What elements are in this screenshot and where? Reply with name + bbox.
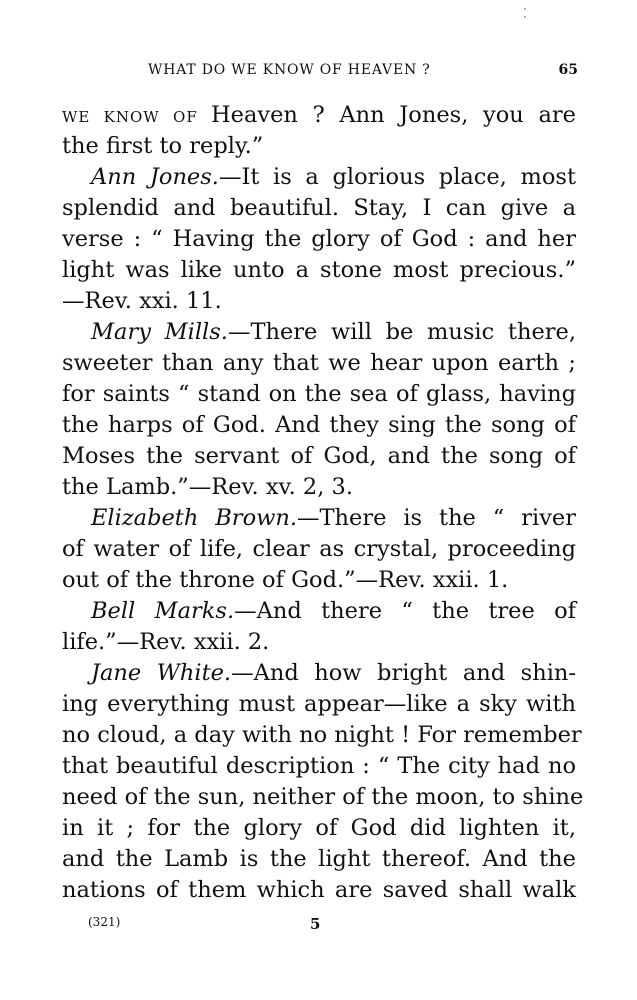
line-text: —There is the “ river	[297, 505, 576, 531]
text-line	[62, 782, 584, 813]
text-line	[62, 100, 576, 131]
speck	[524, 16, 526, 18]
line-text: splendid and beautiful. Stay, I can give a	[62, 195, 576, 221]
line-text: Ann Jones, you are	[324, 102, 576, 128]
line-text: and the Lamb is the light thereof. And the	[62, 846, 576, 872]
line-text: —And how bright and shin-	[231, 660, 576, 686]
line-text: verse : “ Having the glory of God : and her	[62, 226, 576, 252]
line-text: light was like unto a stone most precious.”	[62, 257, 576, 283]
text-line	[62, 379, 576, 410]
speck	[524, 8, 526, 10]
text-line	[62, 410, 576, 441]
line-text: nations of them which are saved shall walk	[62, 877, 576, 903]
text-line	[62, 317, 576, 348]
speaker-name: Ann Jones.	[91, 164, 219, 190]
speaker-name: Mary Mills.	[91, 319, 228, 345]
text-line	[62, 596, 576, 627]
text-line	[62, 472, 576, 503]
line-text: the harps of God. And they sing the song of	[62, 412, 576, 438]
speaker-name: Elizabeth Brown.	[91, 505, 298, 531]
text-line	[62, 224, 576, 255]
line-text: —And there “ the tree of	[234, 598, 576, 624]
line-text: WE KNOW OF	[62, 108, 212, 126]
page-number: 65	[558, 62, 578, 78]
text-line	[62, 193, 576, 224]
text-line	[62, 131, 576, 162]
signature-number: (321)	[88, 915, 121, 929]
line-text: —Rev. xxi. 11.	[62, 288, 222, 314]
line-text: out of the throne of God.”—Rev. xxii. 1.	[62, 567, 509, 593]
signature-mark: 5	[310, 915, 321, 933]
text-line	[62, 162, 576, 193]
line-text: the first to reply.”	[62, 133, 264, 159]
text-line	[62, 565, 576, 596]
text-line	[62, 875, 576, 906]
line-text: —It is a glorious place, most	[218, 164, 576, 190]
text-line	[62, 751, 576, 782]
page-footer	[0, 915, 637, 935]
line-text: need of the sun, neither of the moon, to shine	[62, 784, 584, 810]
text-line	[62, 503, 576, 534]
speaker-name: Jane White.	[91, 660, 232, 686]
text-line	[62, 441, 576, 472]
running-header	[148, 62, 578, 84]
text-line	[62, 720, 582, 751]
line-text: that beautiful description : “ The city had no	[62, 753, 576, 779]
text-line	[62, 844, 576, 875]
text-line	[62, 348, 576, 379]
line-text: of water of life, clear as crystal, proceeding	[62, 536, 576, 562]
line-text: —There will be music there,	[227, 319, 576, 345]
line-text: life.”—Rev. xxii. 2.	[62, 629, 270, 655]
text-line	[62, 627, 576, 658]
running-title: WHAT DO WE KNOW OF HEAVEN ?	[148, 62, 431, 78]
line-text: for saints “ stand on the sea of glass, having	[62, 381, 576, 407]
line-text: ing everything must appear—like a sky with	[62, 691, 576, 717]
text-line	[62, 286, 576, 317]
line-text: in it ; for the glory of God did lighten it,	[62, 815, 576, 841]
line-text: Heaven ?	[211, 102, 325, 128]
speaker-name: Bell Marks.	[91, 598, 235, 624]
text-line	[62, 813, 576, 844]
text-line	[62, 255, 576, 286]
text-line	[62, 534, 576, 565]
line-text: Moses the servant of God, and the song of	[62, 443, 576, 469]
line-text: no cloud, a day with no night ! For remember	[62, 722, 582, 748]
text-line	[62, 658, 576, 689]
line-text: sweeter than any that we hear upon earth ;	[62, 350, 576, 376]
line-text: the Lamb.”—Rev. xv. 2, 3.	[62, 474, 353, 500]
text-line	[62, 689, 576, 720]
body-text	[62, 100, 584, 906]
